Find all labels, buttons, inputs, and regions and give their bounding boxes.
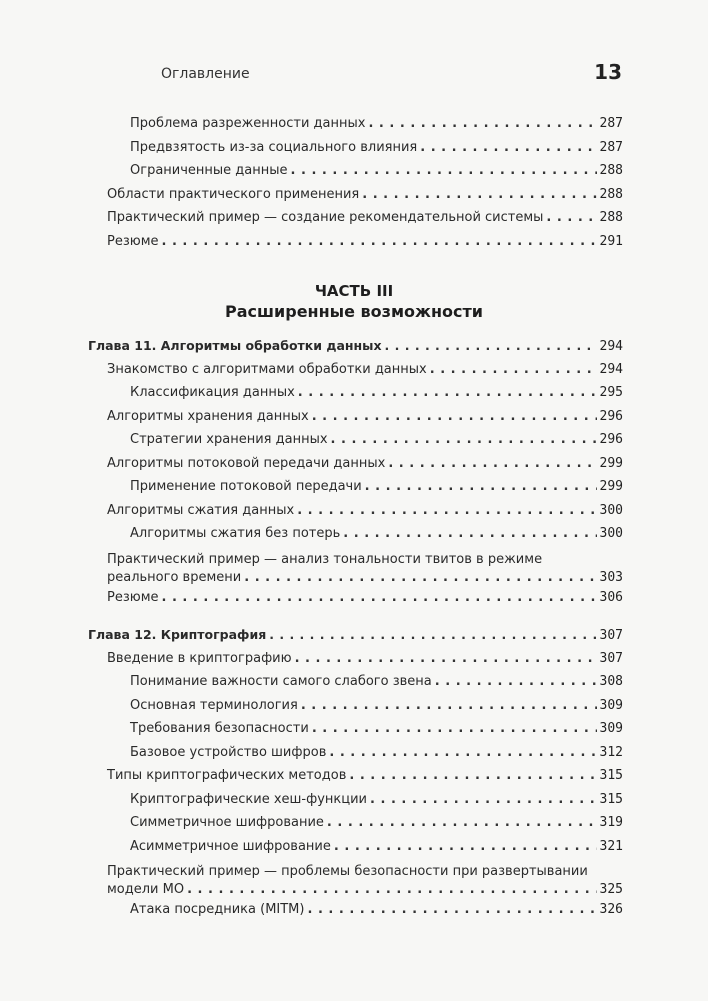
entry-title: Алгоритмы сжатия данных: [107, 503, 297, 518]
dot-leader: [312, 721, 597, 736]
running-title: Оглавление: [161, 66, 250, 82]
entry-page: 287: [599, 116, 623, 131]
toc-entry[interactable]: [88, 234, 623, 258]
entry-page: 299: [599, 455, 623, 471]
chapter-11-entry[interactable]: [88, 338, 623, 362]
entry-title: Типы криптографических методов: [107, 768, 349, 783]
entry-page: 299: [599, 479, 623, 494]
entry-title: Предвзятость из-за социального влияния: [130, 140, 420, 155]
entry-page: 288: [599, 210, 623, 225]
toc-entry[interactable]: [88, 479, 623, 503]
dot-leader: [435, 674, 597, 689]
dot-leader: [244, 570, 596, 585]
toc-entry-summary[interactable]: [88, 590, 623, 614]
entry-title: Резюме: [107, 234, 162, 249]
dot-leader: [365, 479, 597, 494]
dot-leader: [327, 815, 597, 830]
entry-page: 288: [599, 186, 623, 202]
chapter-12-entry[interactable]: [88, 627, 623, 651]
toc-entry[interactable]: [88, 503, 623, 527]
entry-title: Практический пример — создание рекомендательной системы: [107, 210, 546, 225]
chapter-page: 307: [599, 628, 623, 643]
entry-page: 294: [599, 361, 623, 377]
toc-entry[interactable]: [88, 210, 623, 234]
entry-title-line2: реального времени: [107, 570, 244, 585]
dot-leader: [370, 792, 597, 807]
entry-title: Проблема разреженности данных: [130, 116, 368, 131]
entry-page: 321: [599, 838, 623, 854]
dot-leader: [388, 456, 596, 471]
entry-page: 309: [599, 697, 623, 713]
entry-title: Алгоритмы потоковой передачи данных: [107, 456, 388, 471]
dot-leader: [297, 503, 596, 518]
toc-entry[interactable]: [88, 187, 623, 211]
toc-entry[interactable]: [88, 792, 623, 816]
chapter-gap: [88, 613, 623, 627]
entry-title-line2: модели МО: [107, 882, 187, 897]
toc-entry[interactable]: [88, 674, 623, 698]
dot-leader: [312, 409, 597, 424]
toc-entry-practical[interactable]: [88, 862, 623, 902]
entry-title: Введение в криптографию: [107, 651, 295, 666]
entry-title: Алгоритмы сжатия без потерь: [130, 526, 343, 541]
entry-page: 295: [599, 385, 623, 400]
entry-title: Симметричное шифрование: [130, 815, 327, 830]
entry-page: 308: [599, 674, 623, 689]
entry-page: 296: [599, 432, 623, 447]
entry-title: Криптографические хеш-функции: [130, 792, 370, 807]
dot-leader: [362, 187, 596, 202]
dot-leader: [385, 338, 597, 353]
entry-page: 312: [599, 744, 623, 760]
entry-title: Атака посредника (MITM): [130, 902, 307, 917]
toc-entry[interactable]: [88, 698, 623, 722]
entry-title-line1: Практический пример — проблемы безопасности при развертывании: [107, 864, 588, 879]
entry-title: Ограниченные данные: [130, 163, 291, 178]
entry-page: 326: [599, 902, 623, 917]
entry-page: 315: [599, 768, 623, 783]
toc-entry[interactable]: [88, 362, 623, 386]
entry-page: 307: [599, 650, 623, 666]
toc-entry[interactable]: [88, 839, 623, 863]
entry-title: Требования безопасности: [130, 721, 312, 736]
dot-leader: [295, 651, 597, 666]
dot-leader: [291, 163, 597, 178]
entry-title: Области практического применения: [107, 187, 362, 202]
dot-leader: [420, 140, 596, 155]
part-label: ЧАСТЬ III: [314, 282, 394, 300]
entry-title: Базовое устройство шифров: [130, 745, 329, 760]
entry-page: 288: [599, 163, 623, 178]
toc-entry[interactable]: [88, 815, 623, 839]
dot-leader: [430, 362, 597, 377]
entry-title: Алгоритмы хранения данных: [107, 409, 312, 424]
toc-top-section: [88, 116, 623, 257]
dot-leader: [343, 526, 596, 541]
toc-entry[interactable]: [88, 409, 623, 433]
entry-page: 291: [599, 233, 623, 249]
dot-leader: [301, 698, 597, 713]
dot-leader: [307, 902, 596, 917]
toc-entry-practical[interactable]: [88, 550, 623, 590]
toc-entry[interactable]: [88, 651, 623, 675]
dot-leader: [334, 839, 597, 854]
entry-title: Знакомство с алгоритмами обработки данных: [107, 362, 430, 377]
dot-leader: [546, 210, 596, 225]
dot-leader: [162, 234, 597, 249]
entry-title: Классификация данных: [130, 385, 298, 400]
toc-entry[interactable]: [88, 721, 623, 745]
entry-page: 300: [599, 526, 623, 541]
toc-chapters: [88, 338, 623, 926]
dot-leader: [269, 627, 596, 642]
entry-page: 296: [599, 408, 623, 424]
entry-page: 325: [599, 882, 623, 897]
toc-entry[interactable]: [88, 385, 623, 409]
entry-title: Резюме: [107, 590, 162, 605]
dot-leader: [187, 882, 596, 897]
dot-leader: [349, 768, 596, 783]
page-header: [0, 0, 708, 100]
entry-page: 319: [599, 815, 623, 830]
entry-page: 315: [599, 791, 623, 807]
entry-title-line2-row: [88, 570, 623, 590]
entry-page: 300: [599, 502, 623, 518]
entry-page: 306: [599, 589, 623, 605]
entry-title-line1: Практический пример — анализ тональности твитов в режиме: [107, 551, 543, 567]
dot-leader: [368, 116, 596, 131]
entry-page: 287: [599, 139, 623, 155]
dot-leader: [162, 590, 597, 605]
toc-entry[interactable]: [88, 140, 623, 164]
entry-title: Стратегии хранения данных: [130, 432, 331, 447]
entry-title-line2-row: [88, 882, 623, 902]
page-number: 13: [594, 60, 622, 84]
dot-leader: [329, 745, 596, 760]
toc-entry[interactable]: [88, 456, 623, 480]
chapter-title: Глава 12. Криптография: [88, 627, 269, 642]
toc-entry[interactable]: [88, 768, 623, 792]
toc-entry[interactable]: [88, 116, 623, 140]
dot-leader: [298, 385, 597, 400]
toc-entry[interactable]: [88, 526, 623, 550]
chapter-title: Глава 11. Алгоритмы обработки данных: [88, 338, 385, 353]
chapter-page: 294: [599, 339, 623, 354]
entry-title: Асимметричное шифрование: [130, 839, 334, 854]
entry-title: Основная терминология: [130, 698, 301, 713]
entry-page: 303: [599, 569, 623, 585]
dot-leader: [331, 432, 597, 447]
entry-title: Применение потоковой передачи: [130, 479, 365, 494]
toc-entry[interactable]: [88, 163, 623, 187]
entry-page: 309: [599, 721, 623, 736]
toc-entry[interactable]: [88, 745, 623, 769]
toc-entry[interactable]: [88, 432, 623, 456]
part-title: Расширенные возможности: [225, 302, 483, 321]
toc-entry[interactable]: [88, 902, 623, 926]
entry-title: Понимание важности самого слабого звена: [130, 674, 435, 689]
